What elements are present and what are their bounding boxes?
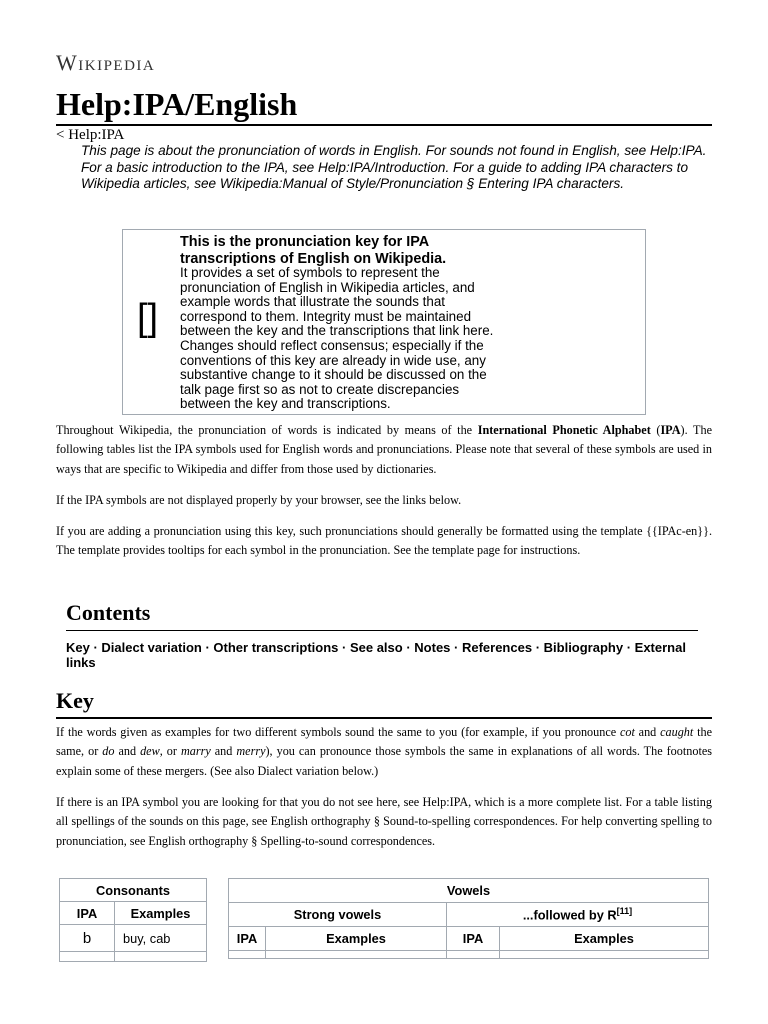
table-of-contents — [66, 596, 698, 670]
toc-separator: · — [532, 640, 544, 655]
example-word: merry — [236, 744, 266, 759]
text-run: and — [210, 744, 237, 759]
consonants-col-examples: Examples — [115, 902, 207, 925]
example-word: marry — [180, 744, 211, 759]
table-cell — [115, 952, 207, 962]
ipa-link[interactable]: International Phonetic Alphabet — [477, 423, 651, 437]
strong-vowels-header: Strong vowels — [229, 903, 447, 927]
text-run: Throughout Wikipedia, the pronunciation of words is indicated by means of the — [56, 423, 478, 437]
toc-links — [66, 640, 698, 670]
table-row — [229, 951, 709, 959]
vowels-table — [228, 878, 709, 959]
table-cell — [60, 952, 115, 962]
ipa-abbrev-link[interactable]: IPA — [660, 423, 681, 437]
vowels-col-examples: Examples — [266, 927, 447, 951]
ipa-brackets-icon: [] — [137, 297, 159, 339]
toc-separator: · — [89, 640, 102, 655]
example-word: dew — [140, 744, 160, 759]
toc-separator: · — [201, 640, 214, 655]
table-cell — [266, 951, 447, 959]
key-paragraph-2: If there is an IPA symbol you are looking for that you do not see here, see Help:IPA, which is a more complete list. For a table listing all spellings of the sounds on this page, see English orthography § Sound-to-spelling correspondences. For help converting spelling to pronunciation, see English orthography § Spelling-to-sound correspondences. — [56, 795, 712, 848]
consonants-table — [59, 878, 207, 962]
text-run: and — [114, 744, 141, 759]
section-heading-key: Key — [56, 684, 712, 719]
hatnote: This page is about the pronunciation of words in English. For sounds not found in English, see Help:IPA. For a basic introduction to the IPA, see Help:IPA/Introduction. For a guide to adding IPA characters to Wikipedia articles, see Wikipedia:Manual of Style/Pronunciation § Entering IPA characters. — [81, 143, 707, 192]
consonants-col-ipa: IPA — [60, 902, 115, 925]
breadcrumb-link[interactable]: < Help:IPA — [56, 127, 125, 143]
toc-separator: · — [623, 640, 635, 655]
toc-separator: · — [338, 640, 350, 655]
wikipedia-wordmark[interactable]: Wikipedia — [56, 50, 156, 75]
followed-by-r-header — [447, 903, 709, 927]
ipa-symbol[interactable]: b — [60, 925, 115, 952]
text-run: ). The following tables list the IPA symbols used for English words and pronunciations. Please note that several of these symbols are used in ways that are specific to Wikipedia and differ from those used by dictionaries. — [56, 423, 712, 476]
table-cell — [447, 951, 500, 959]
toc-item-dialect-variation[interactable]: Dialect variation — [101, 640, 202, 655]
text-run: the same, or — [56, 725, 712, 759]
example-word: do — [102, 744, 115, 759]
r-vowels-col-ipa: IPA — [447, 927, 500, 951]
r-vowels-col-examples: Examples — [500, 927, 709, 951]
text-run: and — [634, 725, 661, 739]
page-title: Help:IPA/English — [56, 84, 712, 126]
toc-heading: Contents — [66, 596, 698, 631]
toc-item-other-transcriptions[interactable]: Other transcriptions — [213, 640, 339, 655]
toc-item-external-links[interactable]: External links — [66, 640, 686, 670]
intro-paragraph-1 — [56, 421, 712, 479]
vowels-col-ipa: IPA — [229, 927, 266, 951]
consonants-caption: Consonants — [60, 879, 207, 902]
example-word: caught — [660, 725, 694, 739]
toc-item-see-also[interactable]: See also — [349, 640, 403, 655]
example-words: buy, cab — [115, 925, 207, 952]
text-run: If the words given as examples for two different symbols sound the same to you (for example, if you pronounce — [56, 725, 620, 739]
toc-item-key[interactable]: Key — [66, 640, 90, 655]
example-word: cot — [619, 725, 635, 739]
intro-paragraph-3: If you are adding a pronunciation using this key, such pronunciations should generally be formatted using the template {{IPAc-en}}. The template provides tooltips for each symbol in the pronunciation. See the template page for instructions. — [56, 524, 712, 558]
toc-separator: · — [402, 640, 415, 655]
text-run: , or — [159, 744, 181, 759]
followed-by-r-label: ...followed by R — [522, 907, 617, 923]
vowels-caption: Vowels — [229, 879, 709, 903]
table-cell — [229, 951, 266, 959]
toc-item-notes[interactable]: Notes — [414, 640, 451, 655]
table-row — [60, 925, 207, 952]
pronunciation-key-notice — [122, 229, 646, 415]
toc-item-bibliography[interactable]: Bibliography — [543, 640, 624, 655]
table-row — [60, 952, 207, 962]
footnote-ref[interactable]: [11] — [616, 906, 633, 917]
intro-paragraph-2: If the IPA symbols are not displayed properly by your browser, see the links below. — [56, 493, 462, 507]
text-run: ( — [650, 423, 661, 437]
table-cell — [500, 951, 709, 959]
key-paragraph-1 — [56, 723, 712, 781]
toc-separator: · — [450, 640, 462, 655]
notice-body: It provides a set of symbols to represent the pronunciation of English in Wikipedia articles, and example words that illustrate the sounds that correspond to them. Integrity must be maintained between the key and the transcriptions that link here. Changes should reflect consensus; especially if the conventions of this key are already in wide use, any substantive change to it should be discussed on the talk page first so as not to create discrepancies between the key and transcriptions. — [180, 265, 494, 412]
toc-item-references[interactable]: References — [461, 640, 533, 655]
notice-heading: This is the pronunciation key for IPA transcriptions of English on Wikipedia. — [180, 234, 447, 267]
text-run: ), you can pronounce those symbols the same in explanations of all words. The footnotes explain some of these mergers. (See also Dialect variation below.) — [56, 744, 712, 778]
